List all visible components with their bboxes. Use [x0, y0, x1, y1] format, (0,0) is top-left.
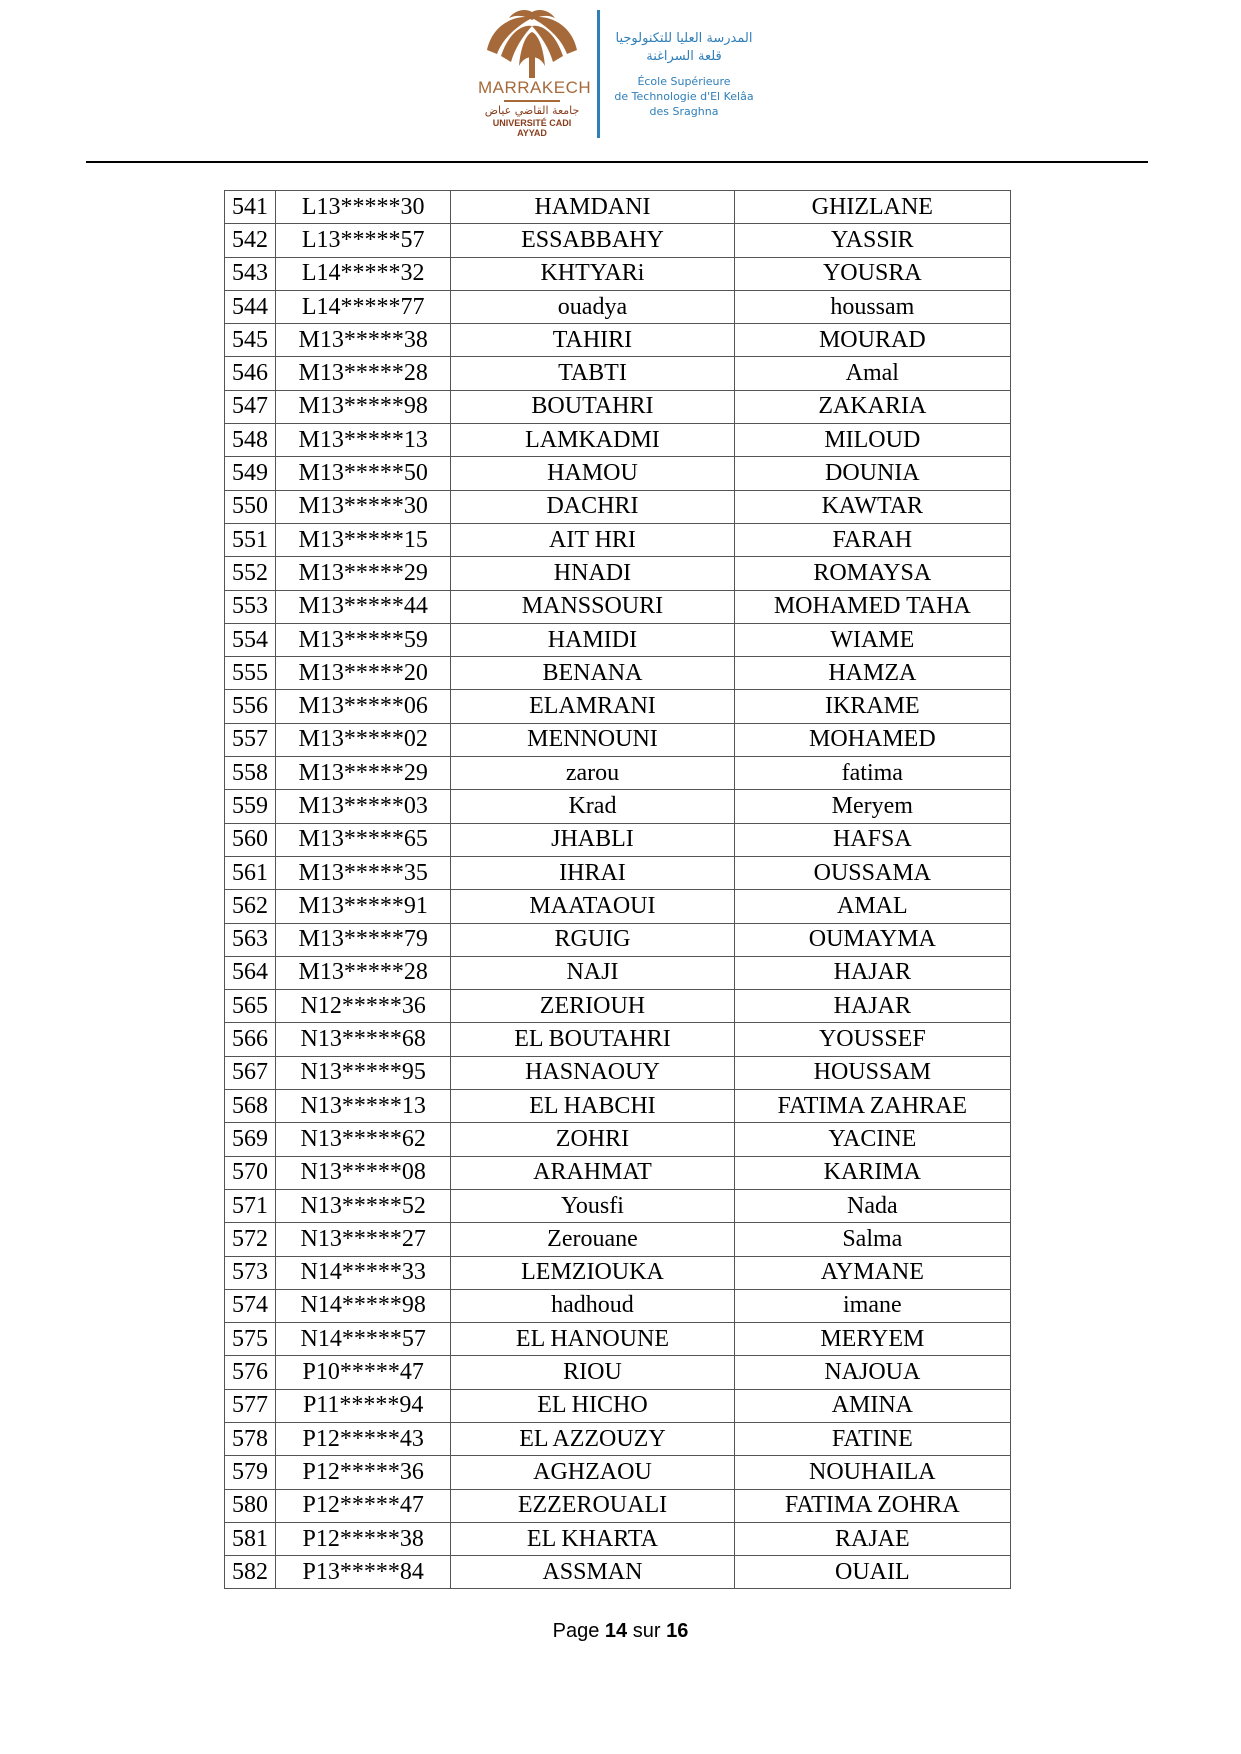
cell-last-name: Zerouane	[451, 1223, 734, 1256]
cell-number: 579	[225, 1456, 276, 1489]
cell-last-name: JHABLI	[451, 823, 734, 856]
table-row	[225, 757, 1011, 790]
cell-last-name: EL KHARTA	[451, 1522, 734, 1555]
cell-code: M13*****28	[276, 357, 451, 390]
cell-code: P13*****84	[276, 1556, 451, 1589]
university-logo	[478, 8, 592, 140]
cell-code: M13*****13	[276, 424, 451, 457]
cell-first-name: MILOUD	[734, 424, 1010, 457]
cell-last-name: LEMZIOUKA	[451, 1256, 734, 1289]
cell-first-name: KARIMA	[734, 1156, 1010, 1189]
cell-last-name: DACHRI	[451, 490, 734, 523]
cell-code: M13*****28	[276, 956, 451, 989]
cell-number: 554	[225, 623, 276, 656]
cell-number: 573	[225, 1256, 276, 1289]
cell-number: 575	[225, 1323, 276, 1356]
cell-first-name: AYMANE	[734, 1256, 1010, 1289]
cell-code: P12*****36	[276, 1456, 451, 1489]
school-name-ar-line1: المدرسة العليا للتكنولوجيا	[615, 31, 753, 46]
cell-first-name: ZAKARIA	[734, 390, 1010, 423]
cell-first-name: IKRAME	[734, 690, 1010, 723]
cell-last-name: AGHZAOU	[451, 1456, 734, 1489]
cell-first-name: HAFSA	[734, 823, 1010, 856]
table-row	[225, 723, 1011, 756]
cell-first-name: OUSSAMA	[734, 856, 1010, 889]
cell-number: 551	[225, 523, 276, 556]
cell-last-name: HAMDANI	[451, 191, 734, 224]
logo-university-fr: UNIVERSITÉ CADI AYYAD	[492, 118, 572, 138]
table-row	[225, 1090, 1011, 1123]
cell-last-name: ASSMAN	[451, 1556, 734, 1589]
cell-last-name: ARAHMAT	[451, 1156, 734, 1189]
cell-number: 541	[225, 191, 276, 224]
cell-code: M13*****44	[276, 590, 451, 623]
cell-last-name: MENNOUNI	[451, 723, 734, 756]
table-row	[225, 956, 1011, 989]
cell-code: M13*****50	[276, 457, 451, 490]
table-row	[225, 1123, 1011, 1156]
cell-first-name: YOUSRA	[734, 257, 1010, 290]
cell-number: 564	[225, 956, 276, 989]
cell-first-name: YOUSSEF	[734, 1023, 1010, 1056]
cell-first-name: AMINA	[734, 1389, 1010, 1422]
palm-emblem-icon	[479, 8, 585, 80]
cell-code: M13*****59	[276, 623, 451, 656]
cell-number: 548	[225, 424, 276, 457]
table-row	[225, 490, 1011, 523]
school-name-block	[600, 30, 768, 119]
cell-first-name: GHIZLANE	[734, 191, 1010, 224]
cell-last-name: EL BOUTAHRI	[451, 1023, 734, 1056]
cell-number: 565	[225, 990, 276, 1023]
cell-number: 552	[225, 557, 276, 590]
table-row	[225, 1389, 1011, 1422]
cell-first-name: ROMAYSA	[734, 557, 1010, 590]
cell-last-name: hadhoud	[451, 1289, 734, 1322]
cell-first-name: RAJAE	[734, 1522, 1010, 1555]
cell-code: P12*****47	[276, 1489, 451, 1522]
cell-last-name: ZOHRI	[451, 1123, 734, 1156]
cell-code: N14*****57	[276, 1323, 451, 1356]
cell-first-name: MOURAD	[734, 324, 1010, 357]
cell-code: P11*****94	[276, 1389, 451, 1422]
cell-number: 560	[225, 823, 276, 856]
cell-number: 574	[225, 1289, 276, 1322]
cell-first-name: KAWTAR	[734, 490, 1010, 523]
cell-number: 570	[225, 1156, 276, 1189]
cell-code: L14*****32	[276, 257, 451, 290]
letterhead	[0, 0, 1241, 150]
cell-code: P12*****43	[276, 1422, 451, 1455]
cell-first-name: Salma	[734, 1223, 1010, 1256]
footer-page-current: 14	[604, 1620, 628, 1642]
school-name-fr-line1: École Supérieure	[637, 75, 731, 88]
cell-number: 556	[225, 690, 276, 723]
cell-number: 578	[225, 1422, 276, 1455]
school-name-fr-line2: de Technologie d'El Kelâa	[614, 90, 754, 103]
table-row	[225, 590, 1011, 623]
table-row	[225, 523, 1011, 556]
cell-first-name: OUMAYMA	[734, 923, 1010, 956]
cell-code: M13*****02	[276, 723, 451, 756]
table-row	[225, 1556, 1011, 1589]
table-row	[225, 657, 1011, 690]
table-row	[225, 1223, 1011, 1256]
page-footer	[0, 1620, 1241, 1643]
cell-number: 545	[225, 324, 276, 357]
table-row	[225, 856, 1011, 889]
cell-code: M13*****38	[276, 324, 451, 357]
cell-number: 559	[225, 790, 276, 823]
logo-city: MARRAKECH	[478, 78, 592, 97]
cell-number: 569	[225, 1123, 276, 1156]
cell-last-name: IHRAI	[451, 856, 734, 889]
cell-last-name: MANSSOURI	[451, 590, 734, 623]
logo-university-ar: جامعة القاضي عياض	[484, 104, 580, 117]
table-row	[225, 623, 1011, 656]
cell-number: 544	[225, 290, 276, 323]
cell-code: M13*****03	[276, 790, 451, 823]
cell-first-name: MERYEM	[734, 1323, 1010, 1356]
cell-number: 550	[225, 490, 276, 523]
cell-first-name: NOUHAILA	[734, 1456, 1010, 1489]
cell-number: 567	[225, 1056, 276, 1089]
cell-first-name: WIAME	[734, 623, 1010, 656]
cell-code: M13*****06	[276, 690, 451, 723]
cell-last-name: ELAMRANI	[451, 690, 734, 723]
cell-code: N13*****08	[276, 1156, 451, 1189]
table-row	[225, 357, 1011, 390]
cell-number: 581	[225, 1522, 276, 1555]
cell-number: 547	[225, 390, 276, 423]
cell-number: 563	[225, 923, 276, 956]
cell-code: N13*****13	[276, 1090, 451, 1123]
cell-first-name: HAMZA	[734, 657, 1010, 690]
cell-code: N13*****95	[276, 1056, 451, 1089]
cell-last-name: HASNAOUY	[451, 1056, 734, 1089]
cell-code: M13*****35	[276, 856, 451, 889]
cell-last-name: AIT HRI	[451, 523, 734, 556]
table-row	[225, 1023, 1011, 1056]
table-row	[225, 557, 1011, 590]
cell-last-name: zarou	[451, 757, 734, 790]
cell-first-name: fatima	[734, 757, 1010, 790]
cell-number: 572	[225, 1223, 276, 1256]
logo-divider	[504, 100, 560, 102]
cell-first-name: NAJOUA	[734, 1356, 1010, 1389]
cell-last-name: HAMIDI	[451, 623, 734, 656]
cell-code: M13*****29	[276, 757, 451, 790]
cell-number: 582	[225, 1556, 276, 1589]
cell-code: N12*****36	[276, 990, 451, 1023]
cell-first-name: DOUNIA	[734, 457, 1010, 490]
table-row	[225, 1489, 1011, 1522]
cell-code: P10*****47	[276, 1356, 451, 1389]
table-row	[225, 790, 1011, 823]
cell-number: 549	[225, 457, 276, 490]
cell-number: 553	[225, 590, 276, 623]
cell-code: L13*****30	[276, 191, 451, 224]
cell-code: L14*****77	[276, 290, 451, 323]
school-name-fr-line3: des Sraghna	[649, 105, 719, 118]
cell-code: N14*****33	[276, 1256, 451, 1289]
cell-code: N13*****52	[276, 1189, 451, 1222]
table-row	[225, 290, 1011, 323]
cell-code: M13*****29	[276, 557, 451, 590]
cell-code: M13*****79	[276, 923, 451, 956]
table-row	[225, 324, 1011, 357]
cell-last-name: HAMOU	[451, 457, 734, 490]
cell-number: 543	[225, 257, 276, 290]
cell-last-name: EL AZZOUZY	[451, 1422, 734, 1455]
table-row	[225, 390, 1011, 423]
cell-first-name: HOUSSAM	[734, 1056, 1010, 1089]
school-name-fr	[600, 74, 768, 119]
cell-first-name: OUAIL	[734, 1556, 1010, 1589]
cell-code: M13*****91	[276, 890, 451, 923]
cell-first-name: FATIMA ZOHRA	[734, 1489, 1010, 1522]
cell-last-name: LAMKADMI	[451, 424, 734, 457]
table-row	[225, 424, 1011, 457]
cell-first-name: FATINE	[734, 1422, 1010, 1455]
cell-number: 580	[225, 1489, 276, 1522]
cell-last-name: ZERIOUH	[451, 990, 734, 1023]
table-row	[225, 1422, 1011, 1455]
cell-first-name: Meryem	[734, 790, 1010, 823]
table-row	[225, 823, 1011, 856]
table-row	[225, 990, 1011, 1023]
cell-last-name: TABTI	[451, 357, 734, 390]
cell-last-name: EL HABCHI	[451, 1090, 734, 1123]
footer-page-word: Page	[552, 1620, 600, 1642]
school-name-ar-line2: قلعة السراغنة	[646, 49, 722, 64]
cell-code: M13*****30	[276, 490, 451, 523]
table-row	[225, 191, 1011, 224]
cell-first-name: Nada	[734, 1189, 1010, 1222]
cell-last-name: HNADI	[451, 557, 734, 590]
cell-code: M13*****65	[276, 823, 451, 856]
cell-last-name: EL HICHO	[451, 1389, 734, 1422]
cell-code: N13*****27	[276, 1223, 451, 1256]
cell-code: N13*****68	[276, 1023, 451, 1056]
cell-last-name: BOUTAHRI	[451, 390, 734, 423]
cell-first-name: YACINE	[734, 1123, 1010, 1156]
table-row	[225, 457, 1011, 490]
cell-last-name: ouadya	[451, 290, 734, 323]
cell-last-name: EZZEROUALI	[451, 1489, 734, 1522]
cell-number: 555	[225, 657, 276, 690]
cell-last-name: EL HANOUNE	[451, 1323, 734, 1356]
table-row	[225, 1256, 1011, 1289]
table-row	[225, 890, 1011, 923]
cell-code: M13*****98	[276, 390, 451, 423]
table-row	[225, 1356, 1011, 1389]
cell-number: 577	[225, 1389, 276, 1422]
cell-first-name: houssam	[734, 290, 1010, 323]
table-row	[225, 1456, 1011, 1489]
footer-page-total: 16	[666, 1620, 689, 1642]
table-row	[225, 1522, 1011, 1555]
cell-last-name: KHTYARi	[451, 257, 734, 290]
cell-last-name: RIOU	[451, 1356, 734, 1389]
table-row	[225, 690, 1011, 723]
table-row	[225, 1289, 1011, 1322]
cell-first-name: FATIMA ZAHRAE	[734, 1090, 1010, 1123]
cell-number: 546	[225, 357, 276, 390]
cell-last-name: Krad	[451, 790, 734, 823]
cell-last-name: NAJI	[451, 956, 734, 989]
cell-number: 558	[225, 757, 276, 790]
cell-code: P12*****38	[276, 1522, 451, 1555]
cell-code: M13*****15	[276, 523, 451, 556]
cell-code: M13*****20	[276, 657, 451, 690]
cell-last-name: ESSABBAHY	[451, 224, 734, 257]
cell-number: 576	[225, 1356, 276, 1389]
cell-first-name: MOHAMED	[734, 723, 1010, 756]
student-list	[224, 190, 1011, 1589]
cell-first-name: imane	[734, 1289, 1010, 1322]
student-table-body	[225, 191, 1011, 1589]
cell-code: N13*****62	[276, 1123, 451, 1156]
cell-last-name: TAHIRI	[451, 324, 734, 357]
cell-number: 557	[225, 723, 276, 756]
table-row	[225, 1189, 1011, 1222]
cell-number: 561	[225, 856, 276, 889]
cell-last-name: RGUIG	[451, 923, 734, 956]
cell-number: 562	[225, 890, 276, 923]
cell-first-name: MOHAMED TAHA	[734, 590, 1010, 623]
cell-last-name: Yousfi	[451, 1189, 734, 1222]
table-row	[225, 1156, 1011, 1189]
table-row	[225, 1056, 1011, 1089]
cell-first-name: FARAH	[734, 523, 1010, 556]
footer-of-word: sur	[632, 1620, 661, 1642]
table-row	[225, 224, 1011, 257]
cell-first-name: HAJAR	[734, 956, 1010, 989]
cell-first-name: HAJAR	[734, 990, 1010, 1023]
cell-first-name: YASSIR	[734, 224, 1010, 257]
cell-code: L13*****57	[276, 224, 451, 257]
table-row	[225, 257, 1011, 290]
header-rule	[86, 161, 1148, 163]
cell-last-name: BENANA	[451, 657, 734, 690]
cell-number: 566	[225, 1023, 276, 1056]
cell-first-name: AMAL	[734, 890, 1010, 923]
cell-number: 571	[225, 1189, 276, 1222]
cell-code: N14*****98	[276, 1289, 451, 1322]
cell-number: 568	[225, 1090, 276, 1123]
cell-last-name: MAATAOUI	[451, 890, 734, 923]
table-row	[225, 923, 1011, 956]
student-table	[224, 190, 1011, 1589]
cell-number: 542	[225, 224, 276, 257]
cell-first-name: Amal	[734, 357, 1010, 390]
table-row	[225, 1323, 1011, 1356]
